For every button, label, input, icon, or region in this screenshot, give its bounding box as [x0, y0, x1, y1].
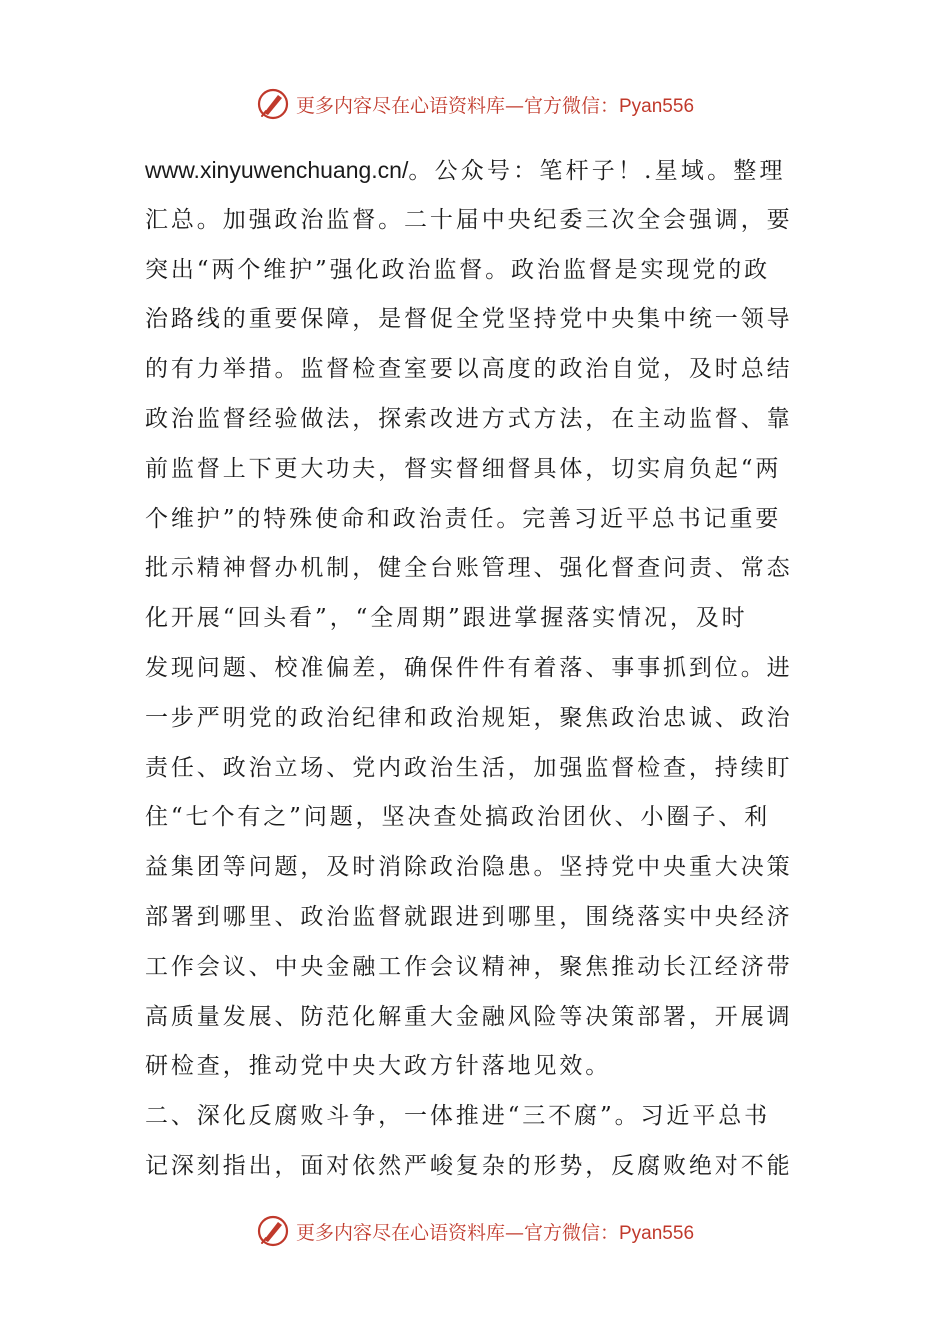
footer-watermark-cn: 更多内容尽在心语资料库—官方微信：	[295, 1221, 619, 1244]
body-line: 责任、政治立场、党内政治生活，加强监督检查，持续盯	[145, 754, 793, 781]
body-line: 高质量发展、防范化解重大金融风险等决策部署，开展调	[145, 1003, 793, 1030]
body-line: 益集团等问题，及时消除政治隐患。坚持党中央重大决策	[145, 854, 793, 881]
body-line: 个维护”的特殊使命和政治责任。完善习近平总书记重要	[145, 505, 782, 532]
body-line: 批示精神督办机制，健全台账管理、强化督查问责、常态	[145, 555, 793, 582]
body-line: 化开展“回头看”，“全周期”跟进掌握落实情况，及时	[145, 605, 748, 632]
body-line: 突出“两个维护”强化政治监督。政治监督是实现党的政	[145, 256, 771, 283]
footer-watermark-text	[296, 1218, 694, 1245]
footer-watermark	[0, 1211, 950, 1251]
body-line: 发现问题、校准偏差，确保件件有着落、事事抓到位。进	[145, 654, 793, 681]
body-line: 住“七个有之”问题，坚决查处搞政治团伙、小圈子、利	[145, 804, 771, 831]
quill-pen-circle-logo-icon	[256, 1214, 290, 1248]
body-line: 前监督上下更大功夫，督实督细督具体，切实肩负起“两	[145, 455, 782, 482]
body-line: 治路线的重要保障，是督促全党坚持党中央集中统一领导	[145, 306, 793, 333]
section-heading-line: 二、深化反腐败斗争，一体推进“三不腐”。习近平总书	[145, 1103, 771, 1130]
document-body	[145, 146, 807, 1192]
body-line: 部署到哪里、政治监督就跟进到哪里，围绕落实中央经济	[145, 903, 793, 930]
body-line: 研检查，推动党中央大政方针落地见效。	[145, 1053, 612, 1080]
header-watermark	[0, 84, 950, 124]
body-line: 汇总。加强政治监督。二十届中央纪委三次全会强调，要	[145, 206, 793, 233]
quill-pen-circle-logo-icon	[256, 87, 290, 121]
first-line-text: 。公众号：笔杆子！.星域。整理	[408, 158, 786, 184]
body-line	[145, 146, 807, 196]
website-url: www.xinyuwenchuang.cn/	[145, 157, 409, 183]
footer-watermark-wechat: Pyan556	[619, 1222, 695, 1244]
body-line: 的有力举措。监督检查室要以高度的政治自觉，及时总结	[145, 356, 793, 383]
body-line: 记深刻指出，面对依然严峻复杂的形势，反腐败绝对不能	[145, 1152, 793, 1179]
body-line: 工作会议、中央金融工作会议精神，聚焦推动长江经济带	[145, 953, 793, 980]
body-line: 政治监督经验做法，探索改进方式方法，在主动监督、靠	[145, 405, 793, 432]
header-watermark-wechat: Pyan556	[619, 95, 695, 117]
body-line: 一步严明党的政治纪律和政治规矩，聚焦政治忠诚、政治	[145, 704, 793, 731]
header-watermark-cn: 更多内容尽在心语资料库—官方微信：	[295, 94, 619, 117]
header-watermark-text	[296, 91, 694, 118]
